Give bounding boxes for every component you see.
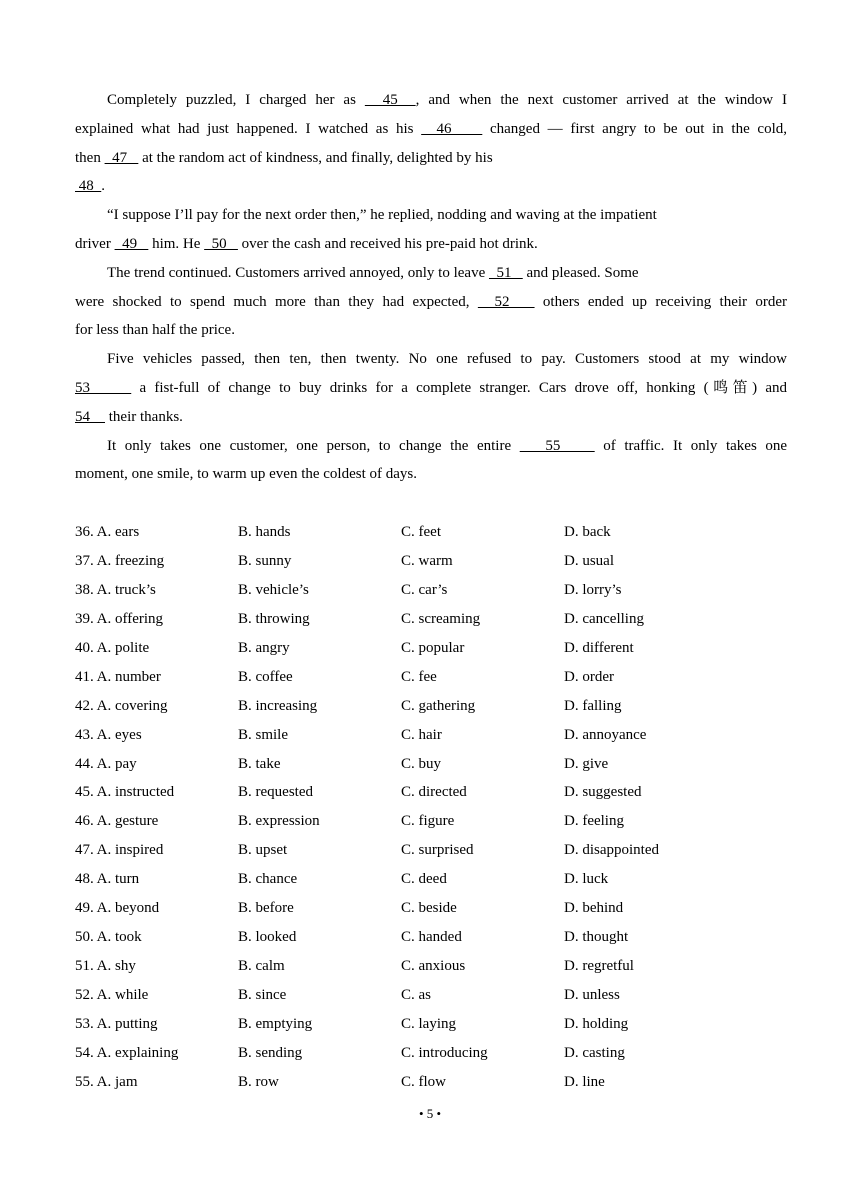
text: It only takes one customer, one person, to change the entire [107, 437, 520, 454]
blank-54: 54 [75, 408, 105, 425]
option-a: 50. A. took [75, 929, 142, 946]
option-b: B. expression [238, 813, 320, 830]
text: were shocked to spend much more than they had expected, [75, 293, 478, 310]
option-d: D. feeling [564, 813, 624, 830]
text: their thanks. [105, 408, 183, 425]
blank-50: 50 [204, 235, 238, 252]
paragraph-3 [75, 259, 787, 288]
option-d: D. holding [564, 1015, 629, 1032]
option-c: C. screaming [401, 610, 481, 627]
option-b: B. calm [238, 958, 285, 975]
blank-55: 55 [519, 437, 595, 454]
passage [75, 86, 787, 489]
option-b: B. increasing [238, 697, 318, 714]
question-row [75, 605, 787, 634]
option-d: D. line [564, 1073, 605, 1090]
option-a: 53. A. putting [75, 1015, 158, 1032]
option-a: 46. A. gesture [75, 813, 159, 830]
question-row [75, 721, 787, 750]
option-c: C. figure [401, 813, 455, 830]
option-c: C. fee [401, 668, 437, 685]
question-row [75, 692, 787, 721]
option-b: B. throwing [238, 610, 310, 627]
paragraph-1-line-4 [75, 172, 787, 201]
text: a fist-full of change to buy drinks for a complete stranger. Cars drove off, honking (鸣笛) and [131, 379, 787, 396]
option-d: D. give [564, 755, 609, 772]
blank-53: 53 [75, 379, 132, 396]
option-a: 36. A. ears [75, 524, 140, 540]
option-a: 49. A. beyond [75, 900, 160, 917]
option-b: B. looked [238, 929, 297, 946]
paragraph-5 [75, 432, 787, 461]
option-a: 52. A. while [75, 987, 149, 1003]
text: driver [75, 235, 115, 252]
paragraph-4 [75, 345, 787, 374]
question-row [75, 836, 787, 865]
option-b: B. upset [238, 842, 288, 859]
question-row [75, 576, 787, 605]
paragraph-4-line-3 [75, 403, 787, 432]
option-c: C. handed [401, 929, 462, 946]
option-b: B. coffee [238, 668, 293, 685]
option-b: B. sunny [238, 552, 292, 569]
option-a: 43. A. eyes [75, 726, 142, 743]
option-a: 54. A. explaining [75, 1044, 179, 1061]
option-d: D. usual [564, 552, 614, 569]
option-d: D. behind [564, 900, 624, 917]
text: him. He [148, 235, 205, 252]
paragraph-2-line-2 [75, 230, 787, 259]
blank-45: 45 [364, 92, 416, 108]
option-a: 37. A. freezing [75, 552, 165, 569]
option-d: D. lorry’s [564, 581, 622, 598]
option-a: 51. A. shy [75, 958, 136, 975]
text: moment, one smile, to warm up even the coldest of days. [75, 466, 418, 483]
option-b: B. chance [238, 871, 298, 888]
paragraph-1-line-2 [75, 115, 787, 144]
text: over the cash and received his pre-paid hot drink. [237, 235, 538, 252]
text: Completely puzzled, I charged her as [107, 92, 365, 108]
option-c: C. laying [401, 1015, 456, 1032]
option-d: D. disappointed [564, 842, 659, 859]
answer-options [75, 518, 787, 1097]
text: Five vehicles passed, then ten, then twenty. No one refused to pay. Customers stood at my window [107, 351, 787, 368]
blank-48: 48 [75, 178, 102, 195]
question-row [75, 923, 787, 952]
question-row [75, 1039, 787, 1068]
option-a: 39. A. offering [75, 610, 164, 627]
option-c: C. beside [401, 900, 457, 917]
option-d: D. cancelling [564, 610, 644, 627]
option-a: 47. A. inspired [75, 842, 164, 859]
option-d: D. luck [564, 871, 609, 888]
text: for less than half the price. [75, 322, 235, 339]
question-row [75, 1068, 787, 1097]
paragraph-4-line-2 [75, 374, 787, 403]
text: of traffic. It only takes one [594, 437, 788, 454]
option-b: B. since [238, 987, 287, 1003]
question-row [75, 1010, 787, 1039]
option-a: 38. A. truck’s [75, 581, 156, 598]
question-row [75, 663, 787, 692]
option-d: D. annoyance [564, 726, 647, 743]
text: The trend continued. Customers arrived annoyed, only to leave [107, 264, 489, 281]
option-d: D. back [564, 524, 611, 540]
question-row [75, 981, 787, 1010]
text: “I suppose I’ll pay for the next order then,” he replied, nodding and waving at the impatient [107, 207, 657, 224]
text: , and when the next customer arrived at the window I [415, 92, 787, 108]
paragraph-3-line-2 [75, 288, 787, 317]
option-c: C. flow [401, 1073, 446, 1090]
option-c: C. buy [401, 755, 442, 772]
option-b: B. requested [238, 784, 313, 801]
blank-49: 49 [114, 235, 149, 252]
option-a: 44. A. pay [75, 755, 137, 772]
text: others ended up receiving their order [534, 293, 788, 310]
option-a: 55. A. jam [75, 1073, 138, 1090]
option-b: B. angry [238, 639, 290, 656]
option-c: C. popular [401, 639, 465, 656]
option-c: C. deed [401, 871, 447, 888]
blank-52: 52 [477, 293, 535, 310]
option-d: D. unless [564, 987, 620, 1003]
text: then [75, 149, 105, 166]
option-d: D. thought [564, 929, 629, 946]
question-row [75, 865, 787, 894]
option-c: C. hair [401, 726, 442, 743]
option-b: B. vehicle’s [238, 581, 309, 598]
paragraph-1-line-3 [75, 144, 787, 173]
option-a: 48. A. turn [75, 871, 140, 888]
option-c: C. surprised [401, 842, 474, 859]
option-d: D. casting [564, 1044, 625, 1061]
page-number: • 5 • [418, 1106, 442, 1121]
question-row [75, 518, 787, 547]
option-c: C. as [401, 987, 431, 1003]
text: explained what had just happened. I watched as his [75, 120, 422, 137]
option-c: C. directed [401, 784, 467, 801]
question-row [75, 634, 787, 663]
option-c: C. introducing [401, 1044, 488, 1061]
paragraph-5-line-2 [75, 460, 787, 489]
text: and pleased. Some [522, 264, 639, 281]
question-row [75, 807, 787, 836]
option-d: D. suggested [564, 784, 642, 801]
option-b: B. take [238, 755, 281, 772]
option-b: B. hands [238, 524, 291, 540]
paragraph-3-line-3 [75, 316, 787, 345]
question-row [75, 894, 787, 923]
option-d: D. regretful [564, 958, 634, 975]
question-row [75, 750, 787, 779]
option-d: D. order [564, 668, 614, 685]
option-a: 45. A. instructed [75, 784, 175, 801]
question-row [75, 952, 787, 981]
option-a: 40. A. polite [75, 639, 150, 656]
text: changed — first angry to be out in the cold, [482, 120, 788, 137]
option-a: 41. A. number [75, 668, 161, 685]
option-b: B. before [238, 900, 294, 917]
text: . [101, 178, 105, 195]
text: at the random act of kindness, and finally, delighted by his [138, 149, 493, 166]
option-c: C. car’s [401, 581, 448, 598]
blank-46: 46 [421, 120, 483, 137]
option-c: C. anxious [401, 958, 466, 975]
blank-47: 47 [104, 149, 139, 166]
question-row [75, 778, 787, 807]
blank-51: 51 [488, 264, 523, 281]
paragraph-1 [75, 86, 787, 115]
option-b: B. smile [238, 726, 289, 743]
question-row [75, 547, 787, 576]
option-a: 42. A. covering [75, 697, 168, 714]
option-d: D. different [564, 639, 634, 656]
option-c: C. feet [401, 524, 441, 540]
option-b: B. emptying [238, 1015, 313, 1032]
option-b: B. sending [238, 1044, 303, 1061]
option-c: C. warm [401, 552, 453, 569]
option-c: C. gathering [401, 697, 476, 714]
option-b: B. row [238, 1073, 279, 1090]
paragraph-2 [75, 201, 787, 230]
option-d: D. falling [564, 697, 622, 714]
